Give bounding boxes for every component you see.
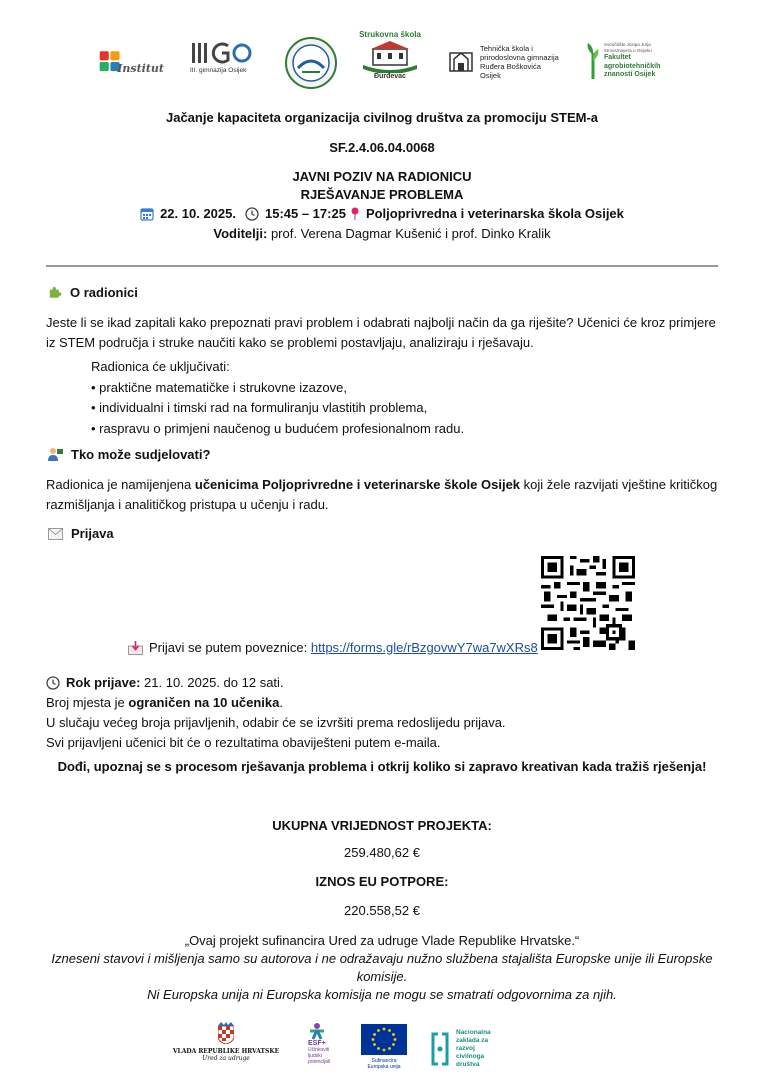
fakultet-line: Fakultet (604, 54, 631, 62)
event-info-line (0, 206, 764, 221)
apply-form-link[interactable]: https://forms.gle/rBzgovwY7wa7wXRs8 (310, 640, 538, 655)
deadline-label: Rok prijave: (66, 675, 141, 690)
fakultet-line: agrobiotehničkih (604, 62, 661, 70)
vlada-logo (172, 1022, 280, 1072)
esf-figure-icon (308, 1022, 326, 1040)
eu-sub: Europska unija (367, 1064, 401, 1070)
fakultet-small-line: Strossmayera u Osijeku (604, 48, 652, 54)
tehnicka-skola-logo (446, 42, 564, 82)
project-title: Jačanje kapaciteta organizacija civilnog društva za promociju STEM-a (165, 110, 599, 125)
esf-sub: ljudski (308, 1053, 322, 1059)
about-intro (46, 313, 726, 353)
tehnicka-line: prirodoslovna gimnazija (480, 53, 559, 62)
apply-heading (48, 526, 114, 541)
seats-pre: Broj mjesta je (46, 695, 129, 710)
stopwatch-icon (46, 676, 60, 690)
event-location: Poljoprivredna i veterinarska škola Osijek (365, 206, 624, 221)
seats-post: . (279, 695, 284, 710)
project-code: SF.2.4.06.04.0068 (329, 140, 435, 155)
fakultet-small-line: Sveučilište Josipa Jurja (604, 42, 651, 48)
about-intro-line: iz STEM područja i struke naučiti kako se problemi postavljaju, analiziraju i rješavaju. (46, 335, 534, 350)
selection-line: U slučaju većeg broja prijavljenih, odabir će se izvršiti prema redoslijedu prijava. (46, 715, 506, 730)
fakultet-logo (586, 38, 666, 84)
tehnicka-line: Osijek (480, 71, 501, 80)
disclaimer-line: komisije. (356, 969, 408, 984)
who-line-pre: Radionica je namijenjena (46, 477, 195, 492)
institut-name: Institut (117, 61, 164, 75)
about-heading (48, 285, 138, 300)
clock-icon (245, 207, 259, 221)
envelope-icon (48, 528, 63, 540)
disclaimer-line: Izneseni stavovi i mišljenja samo su autorova i ne odražavaju nužno službena stajališta Europske unije ili Europske (51, 951, 713, 966)
apply-title: Prijava (71, 526, 114, 541)
fakultet-line: znanosti Osijek (604, 71, 656, 79)
tehnicka-emblem-icon (446, 47, 476, 77)
institut-logo (98, 42, 164, 82)
calendar-icon (140, 207, 154, 221)
school-seal-icon (284, 36, 338, 90)
who-text (46, 475, 736, 515)
about-list-item: • praktične matematičke i strukovne izazove, (91, 379, 347, 395)
teacher-icon (48, 447, 63, 462)
tehnicka-text (480, 44, 559, 80)
vlada-name: VLADA REPUBLIKE HRVATSKE (172, 1048, 280, 1055)
zaklada-line: društva (456, 1061, 480, 1068)
zaklada-line: Nacionalna (456, 1029, 491, 1036)
fakultet-text (604, 42, 660, 80)
leaders-line (0, 226, 764, 241)
tehnicka-line: Ruđera Boškovića (480, 62, 541, 71)
eu-sub: Sufinancira (371, 1058, 397, 1064)
zaklada-line: civilnoga (456, 1053, 485, 1060)
zaklada-line: zaklada za (456, 1037, 489, 1044)
call-title: JAVNI POZIV NA RADIONICU (292, 169, 472, 184)
event-date: 22. 10. 2025. (160, 206, 236, 221)
eu-support-value: 220.558,52 € (344, 903, 420, 918)
call-to-action: Dođi, upoznaj se s procesom rješavanja problema i otkrij koliko si zapravo kreativan kada tražiš rješenja! (57, 759, 707, 774)
gimnazija-logo (190, 40, 260, 84)
inbox-icon (128, 641, 143, 655)
total-value: 259.480,62 € (344, 845, 420, 860)
tehnicka-line: Tehnička škola i (480, 44, 533, 53)
seats-line (46, 693, 736, 713)
total-value-label: UKUPNA VRIJEDNOST PROJEKTA: (272, 818, 492, 833)
about-intro-line: Jeste li se ikad zapitali kako prepoznati pravi problem i odabrati najbolji način da ga riješite? Učenici će kroz primjere (46, 315, 716, 330)
who-line-bold: učenicima Poljoprivredne i veterinarske škole Osijek (194, 477, 521, 492)
bracket-icon (430, 1032, 450, 1066)
about-list-item: • individualni i timski rad na formuliranju vlastitih problema, (91, 400, 428, 415)
croatian-coat-of-arms-icon (218, 1022, 234, 1044)
who-title: Tko može sudjelovati? (71, 447, 211, 462)
about-list (91, 357, 691, 439)
strukovna-bottom-text: Đurđevac (374, 73, 406, 80)
about-list-item: • raspravu o primjeni naučenog u budućem profesionalnom radu. (91, 420, 465, 436)
leaders-names: prof. Verena Dagmar Kušenić i prof. Dinko Kralik (270, 226, 551, 241)
notify-line: Svi prijavljeni učenici bit će o rezultatima obaviješteni putem e-maila. (46, 735, 441, 750)
zaklada-line: razvoj (456, 1045, 475, 1052)
eu-flag-icon (361, 1024, 407, 1055)
pin-icon (350, 207, 360, 221)
eu-support-label: IZNOS EU POTPORE: (315, 874, 449, 889)
esf-sub: Učinkoviti (308, 1047, 330, 1053)
event-time: 15:45 – 17:25 (264, 206, 346, 221)
apply-details (46, 673, 736, 753)
about-list-intro: Radionica će uključivati: (91, 359, 230, 374)
leaders-label: Voditelji: (213, 226, 268, 241)
esf-sub: potencijali (308, 1059, 331, 1065)
school-building-icon (359, 39, 421, 73)
zaklada-text (456, 1029, 491, 1069)
iiig-icon (190, 40, 252, 66)
esf-name: ESF+ (308, 1040, 326, 1047)
deadline-line (46, 673, 736, 693)
who-line: razmišljanja i analitičkog pristupa u učenju i radu. (46, 497, 329, 512)
sprout-icon (586, 41, 600, 81)
who-heading (48, 447, 210, 462)
apply-link-label: Prijavi se putem poveznice: (149, 640, 311, 655)
cofinance-note: „Ovaj projekt sufinancira Ured za udruge Vlade Republike Hrvatske.“ (184, 933, 580, 948)
gimnazija-name: III. gimnazija Osijek (190, 67, 247, 74)
apply-link-line (128, 640, 538, 655)
disclaimer (0, 950, 764, 1004)
divider (46, 265, 718, 267)
esf-logo (308, 1022, 348, 1076)
ured-name: Ured za udruge (202, 1055, 250, 1062)
deadline-value: 21. 10. 2025. do 12 sati. (140, 675, 284, 690)
who-line-post: koji žele razvijati vještine kritičkog (520, 477, 718, 492)
about-title: O radionici (70, 285, 138, 300)
who-line (46, 475, 736, 495)
seats-bold: ograničen na 10 učenika (128, 695, 280, 710)
disclaimer-line: Ni Europska unija ni Europska komisija ne mogu se smatrati odgovornima za njih. (147, 987, 617, 1002)
qr-code[interactable] (541, 556, 635, 650)
round-school-logo (284, 36, 338, 90)
zaklada-logo (430, 1024, 510, 1074)
eu-logo (360, 1024, 408, 1076)
strukovna-skola-logo (354, 30, 426, 92)
strukovna-top-text: Strukovna škola (359, 30, 421, 39)
workshop-name: RJEŠAVANJE PROBLEMA (300, 187, 464, 202)
puzzle-piece-icon (48, 286, 62, 300)
